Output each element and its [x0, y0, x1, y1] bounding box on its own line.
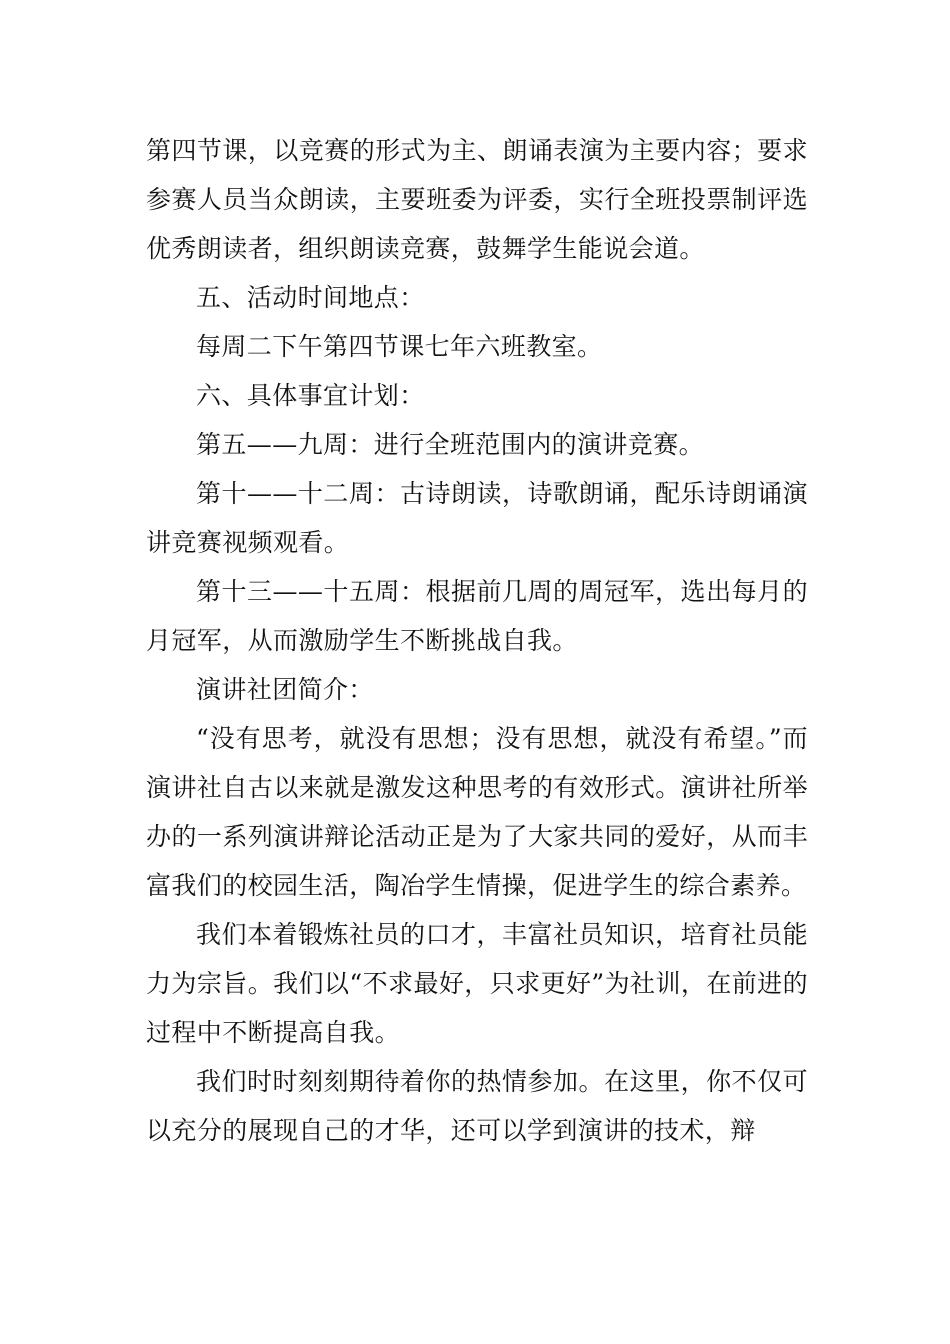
schedule-item-weeks-5-9: 第五——九周：进行全班范围内的演讲竞赛。 [196, 430, 705, 459]
paragraph-intro: 第四节课，以竞赛的形式为主、朗诵表演为主要内容；要求参赛人员当众朗读，主要班委为评委，实行全班投票制评选优秀朗读者，组织朗读竞赛，鼓舞学生能说会道。 [146, 136, 808, 263]
heading-club-intro: 演讲社团简介： [196, 675, 374, 704]
paragraph-club-intro-3: 我们时时刻刻期待着你的热情参加。在这里，你不仅可以充分的展现自己的才华，还可以学到演讲的技术，辩 [146, 1067, 808, 1145]
paragraph-club-intro-2: 我们本着锻炼社员的口才，丰富社员知识，培育社员能力为宗旨。我们以“不求最好，只求更好”为社训，在前进的过程中不断提高自我。 [146, 920, 808, 1047]
schedule-item-weeks-10-12: 第十——十二周：古诗朗读，诗歌朗诵，配乐诗朗诵演讲竞赛视频观看。 [146, 479, 808, 557]
heading-activity-time-place: 五、活动时间地点： [196, 283, 425, 312]
document-body [146, 126, 808, 1155]
paragraph-club-intro-1: “没有思考，就没有思想；没有思想，就没有希望。”而演讲社自古以来就是激发这种思考的有效形式。演讲社所举办的一系列演讲辩论活动正是为了大家共同的爱好，从而丰富我们的校园生活，陶冶学生情操，促进学生的综合素养。 [146, 724, 808, 900]
schedule-item-weeks-13-15: 第十三——十五周：根据前几周的周冠军，选出每月的月冠军，从而激励学生不断挑战自我。 [146, 577, 808, 655]
paragraph-activity-time-place: 每周二下午第四节课七年六班教室。 [196, 332, 603, 361]
heading-schedule-plan: 六、具体事宜计划： [196, 381, 425, 410]
